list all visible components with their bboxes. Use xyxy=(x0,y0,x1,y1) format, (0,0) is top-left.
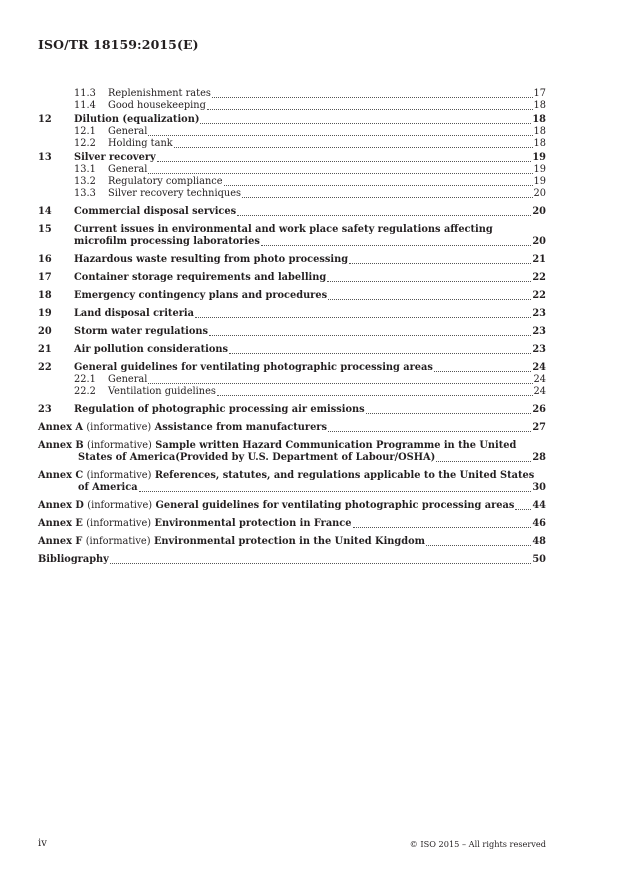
toc-title: Commercial disposal services xyxy=(74,206,237,217)
toc-number: 19 xyxy=(38,308,52,319)
toc-page: 30 xyxy=(532,482,546,493)
dot-leader xyxy=(217,395,533,396)
toc-title: Container storage requirements and labelling xyxy=(74,272,327,283)
toc-number: 18 xyxy=(38,290,52,301)
toc-entry-13[interactable] xyxy=(38,152,546,164)
toc-entry-12-1[interactable] xyxy=(38,126,546,138)
toc-title: General guidelines for ventilating photographic processing areas xyxy=(74,362,433,373)
toc-title: Emergency contingency plans and procedures xyxy=(74,290,328,301)
toc-number: 13.3 xyxy=(74,188,96,199)
toc-title-line1: Sample written Hazard Communication Programme in the United xyxy=(155,440,517,451)
dot-leader xyxy=(174,147,533,148)
annex-informative: (informative) xyxy=(86,470,152,481)
annex-informative: (informative) xyxy=(87,500,153,511)
toc-number: 13.1 xyxy=(74,164,96,175)
toc-title: Hazardous waste resulting from photo processing xyxy=(74,254,349,265)
toc-entry-annex-d[interactable] xyxy=(38,500,546,512)
toc-number: 21 xyxy=(38,344,52,355)
toc-number: 22 xyxy=(38,362,52,373)
toc-number: 22.1 xyxy=(74,374,96,385)
toc-number: 11.4 xyxy=(74,100,96,111)
dot-leader xyxy=(515,509,531,510)
annex-label: Annex E xyxy=(38,518,83,529)
dot-leader xyxy=(195,317,531,318)
toc-number: 11.3 xyxy=(74,88,96,99)
toc-page: 23 xyxy=(532,308,546,319)
toc-title: Good housekeeping xyxy=(108,100,206,111)
dot-leader xyxy=(426,545,531,546)
annex-label: Annex B xyxy=(38,440,84,451)
toc-title: Ventilation guidelines xyxy=(108,386,216,397)
toc-page: 20 xyxy=(532,236,546,247)
toc-number: 22.2 xyxy=(74,386,96,397)
dot-leader xyxy=(349,263,531,264)
toc-title: General guidelines for ventilating photographic processing areas xyxy=(155,500,515,511)
toc-page: 23 xyxy=(532,344,546,355)
toc-title: Dilution (equalization) xyxy=(74,114,200,125)
toc-number: 12 xyxy=(38,114,52,125)
toc-page: 24 xyxy=(532,362,546,373)
toc-entry-17[interactable] xyxy=(38,272,546,284)
dot-leader xyxy=(207,109,533,110)
toc-entry-22-1[interactable] xyxy=(38,374,546,386)
dot-leader xyxy=(261,245,531,246)
annex-informative: (informative) xyxy=(86,422,152,433)
toc-entry-15[interactable] xyxy=(38,224,546,248)
dot-leader xyxy=(148,383,532,384)
toc-title-line1: Current issues in environmental and work place safety regulations affecting xyxy=(74,224,493,235)
toc-number: 12.1 xyxy=(74,126,96,137)
dot-leader xyxy=(328,431,531,432)
toc-title: Air pollution considerations xyxy=(74,344,229,355)
dot-leader xyxy=(434,371,531,372)
toc-title: Regulatory compliance xyxy=(108,176,223,187)
toc-page: 22 xyxy=(532,290,546,301)
toc-number: 15 xyxy=(38,224,52,235)
toc-number: 16 xyxy=(38,254,52,265)
annex-label: Annex F xyxy=(38,536,83,547)
toc-page: 18 xyxy=(533,126,546,137)
toc-entry-13-2[interactable] xyxy=(38,176,546,188)
dot-leader xyxy=(209,335,531,336)
toc-title: General xyxy=(108,164,148,175)
toc-entry-16[interactable] xyxy=(38,254,546,266)
toc-title: Silver recovery xyxy=(74,152,156,163)
annex-label: Annex A xyxy=(38,422,83,433)
toc-entry-19[interactable] xyxy=(38,308,546,320)
dot-leader xyxy=(366,413,532,414)
toc-entry-23[interactable] xyxy=(38,404,546,416)
toc-page: 22 xyxy=(532,272,546,283)
annex-informative: (informative) xyxy=(86,518,152,529)
dot-leader xyxy=(353,527,532,528)
toc-page: 19 xyxy=(533,176,546,187)
toc-title-line2: States of America(Provided by U.S. Department of Labour/OSHA) xyxy=(78,452,436,463)
toc-page: 19 xyxy=(533,164,546,175)
toc-page: 24 xyxy=(533,374,546,385)
toc-title: General xyxy=(108,126,148,137)
toc-title-line1: References, statutes, and regulations applicable to the United States xyxy=(154,470,535,481)
toc-page: 27 xyxy=(532,422,546,433)
toc-title-line2: of America xyxy=(78,482,138,493)
toc-title: Assistance from manufacturers xyxy=(154,422,327,433)
toc-entry-annex-c[interactable] xyxy=(38,470,546,494)
dot-leader xyxy=(436,461,531,462)
footer-page-number: iv xyxy=(38,838,47,849)
toc-title: Storm water regulations xyxy=(74,326,209,337)
toc-entry-13-3[interactable] xyxy=(38,188,546,200)
toc-entry-annex-e[interactable] xyxy=(38,518,546,530)
dot-leader xyxy=(110,563,532,564)
toc-title: Bibliography xyxy=(38,554,109,565)
toc-title: Replenishment rates xyxy=(108,88,211,99)
table-of-contents xyxy=(38,88,546,566)
toc-entry-20[interactable] xyxy=(38,326,546,338)
toc-title: Land disposal criteria xyxy=(74,308,194,319)
toc-title: Environmental protection in France xyxy=(154,518,352,529)
toc-entry-11-3[interactable] xyxy=(38,88,546,100)
dot-leader xyxy=(148,173,532,174)
toc-entry-annex-f[interactable] xyxy=(38,536,546,548)
toc-number: 17 xyxy=(38,272,52,283)
toc-page: 19 xyxy=(532,152,546,163)
toc-entry-bibliography[interactable] xyxy=(38,554,546,566)
dot-leader xyxy=(212,97,533,98)
dot-leader xyxy=(327,281,531,282)
toc-entry-14[interactable] xyxy=(38,206,546,218)
toc-title: Holding tank xyxy=(108,138,173,149)
footer-copyright: © ISO 2015 – All rights reserved xyxy=(409,839,546,849)
toc-page: 17 xyxy=(533,88,546,99)
toc-page: 50 xyxy=(532,554,546,565)
toc-entry-18[interactable] xyxy=(38,290,546,302)
toc-entry-12[interactable] xyxy=(38,114,546,126)
annex-informative: (informative) xyxy=(85,536,151,547)
toc-entry-11-4[interactable] xyxy=(38,100,546,112)
toc-page: 23 xyxy=(532,326,546,337)
toc-title: Silver recovery techniques xyxy=(108,188,242,199)
document-id-header: ISO/TR 18159:2015(E) xyxy=(38,37,199,52)
toc-entry-13-1[interactable] xyxy=(38,164,546,176)
toc-entry-21[interactable] xyxy=(38,344,546,356)
toc-title-line2: microfilm processing laboratories xyxy=(74,236,260,247)
toc-entry-22[interactable] xyxy=(38,362,546,374)
toc-page: 48 xyxy=(532,536,546,547)
toc-page: 46 xyxy=(532,518,546,529)
toc-entry-12-2[interactable] xyxy=(38,138,546,150)
toc-page: 18 xyxy=(532,114,546,125)
toc-entry-annex-b[interactable] xyxy=(38,440,546,464)
toc-title: Environmental protection in the United Kingdom xyxy=(153,536,426,547)
dot-leader xyxy=(229,353,531,354)
toc-title: General xyxy=(108,374,148,385)
toc-page: 20 xyxy=(533,188,546,199)
dot-leader xyxy=(157,161,532,162)
dot-leader xyxy=(328,299,531,300)
toc-page: 20 xyxy=(532,206,546,217)
toc-page: 44 xyxy=(532,500,546,511)
dot-leader xyxy=(242,197,533,198)
toc-number: 20 xyxy=(38,326,52,337)
toc-entry-annex-a[interactable] xyxy=(38,422,546,434)
dot-leader xyxy=(139,491,532,492)
toc-number: 14 xyxy=(38,206,52,217)
toc-number: 12.2 xyxy=(74,138,96,149)
dot-leader xyxy=(224,185,533,186)
toc-entry-22-2[interactable] xyxy=(38,386,546,398)
dot-leader xyxy=(200,123,531,124)
toc-title: Regulation of photographic processing air emissions xyxy=(74,404,365,415)
toc-page: 26 xyxy=(532,404,546,415)
toc-page: 18 xyxy=(533,138,546,149)
annex-label: Annex D xyxy=(38,500,84,511)
annex-informative: (informative) xyxy=(87,440,152,451)
toc-number: 23 xyxy=(38,404,52,415)
toc-page: 24 xyxy=(533,386,546,397)
toc-page: 18 xyxy=(533,100,546,111)
annex-label: Annex C xyxy=(38,470,84,481)
dot-leader xyxy=(237,215,531,216)
dot-leader xyxy=(148,135,532,136)
toc-page: 21 xyxy=(532,254,546,265)
toc-number: 13.2 xyxy=(74,176,96,187)
toc-page: 28 xyxy=(532,452,546,463)
toc-number: 13 xyxy=(38,152,52,163)
